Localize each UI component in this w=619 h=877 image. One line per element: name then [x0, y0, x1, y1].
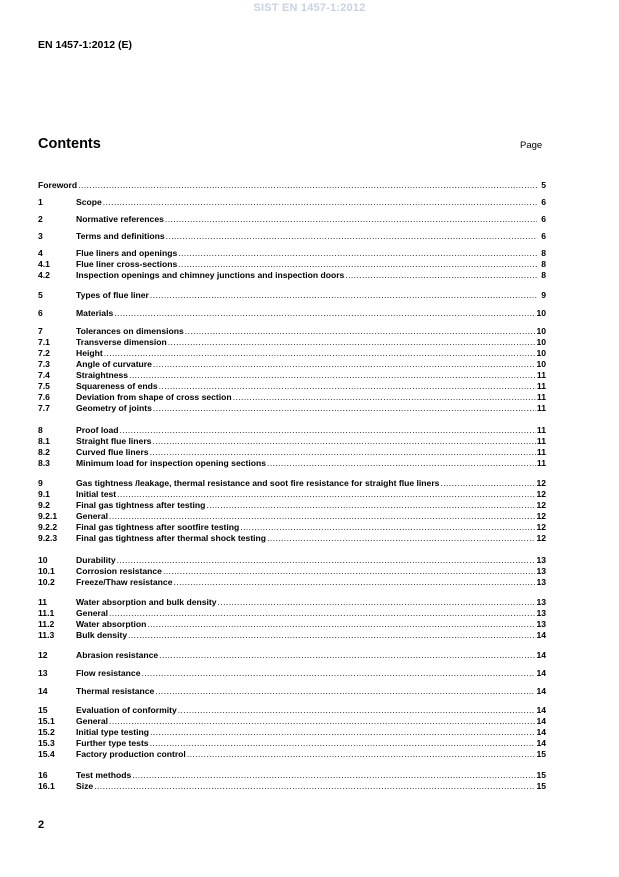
toc-entry[interactable] — [38, 555, 546, 566]
toc-entry-title: Final gas tightness after sootfire testing — [76, 522, 240, 532]
toc-leader-dots — [187, 749, 536, 760]
toc-entry-title: Abrasion resistance — [76, 650, 159, 660]
toc-entry[interactable] — [38, 781, 546, 792]
toc-entry-number: 13 — [38, 668, 48, 678]
toc-leader-dots — [78, 180, 537, 191]
toc-entry-page: 14 — [536, 630, 546, 640]
toc-entry-page: 13 — [536, 608, 546, 618]
toc-entry-title: Types of flue liner — [76, 290, 149, 300]
toc-entry-title: Height — [76, 348, 103, 358]
toc-entry-page: 15 — [536, 749, 546, 759]
toc-leader-dots — [132, 770, 535, 781]
toc-entry-number: 15.2 — [38, 727, 55, 737]
toc-entry-title: Further type tests — [76, 738, 149, 748]
toc-entry-title: Freeze/Thaw resistance — [76, 577, 173, 587]
toc-entry[interactable] — [38, 705, 546, 716]
toc-leader-dots — [155, 686, 535, 697]
toc-entry-number: 4 — [38, 248, 43, 258]
toc-entry[interactable] — [38, 458, 546, 469]
toc-leader-dots — [120, 425, 536, 436]
toc-entry-title: Gas tightness /leakage, thermal resistance and soot fire resistance for straight flue liners — [76, 478, 440, 488]
contents-title: Contents — [38, 136, 101, 152]
toc-entry[interactable] — [38, 231, 546, 242]
toc-entry-page: 8 — [541, 270, 546, 280]
toc-entry-title: Flue liner cross-sections — [76, 259, 178, 269]
toc-entry[interactable] — [38, 619, 546, 630]
toc-entry-page: 12 — [536, 489, 546, 499]
toc-entry[interactable] — [38, 381, 546, 392]
toc-entry-page: 5 — [541, 180, 546, 190]
toc-entry-title: Tolerances on dimensions — [76, 326, 184, 336]
toc-entry-page: 11 — [536, 425, 546, 435]
toc-entry[interactable] — [38, 500, 546, 511]
toc-entry-number: 9 — [38, 478, 43, 488]
toc-entry[interactable] — [38, 436, 546, 447]
toc-entry[interactable] — [38, 359, 546, 370]
toc-entry[interactable] — [38, 577, 546, 588]
watermark: SIST EN 1457-1:2012 — [253, 2, 366, 14]
toc-entry-page: 13 — [536, 619, 546, 629]
toc-entry[interactable] — [38, 290, 546, 301]
toc-entry-number: 4.2 — [38, 270, 50, 280]
toc-entry-number: 12 — [38, 650, 48, 660]
toc-leader-dots — [147, 619, 535, 630]
toc-entry-number: 8.3 — [38, 458, 50, 468]
toc-entry-title: Squareness of ends — [76, 381, 158, 391]
toc-leader-dots — [150, 727, 535, 738]
toc-leader-dots — [109, 511, 535, 522]
toc-entry-page: 8 — [541, 259, 546, 269]
toc-entry[interactable] — [38, 447, 546, 458]
toc-entry[interactable] — [38, 180, 546, 191]
toc-entry-title: Foreword — [38, 180, 78, 190]
toc-entry-page: 15 — [536, 770, 546, 780]
toc-leader-dots — [94, 781, 535, 792]
toc-entry[interactable] — [38, 770, 546, 781]
toc-leader-dots — [174, 577, 536, 588]
toc-entry-number: 11.3 — [38, 630, 55, 640]
toc-entry-number: 11.2 — [38, 619, 55, 629]
toc-entry-page: 14 — [536, 668, 546, 678]
toc-leader-dots — [440, 478, 535, 489]
toc-leader-dots — [117, 489, 535, 500]
toc-entry-title: Proof load — [76, 425, 119, 435]
toc-entry-number: 7.6 — [38, 392, 50, 402]
toc-entry-title: Corrosion resistance — [76, 566, 162, 576]
toc-entry-title: Test methods — [76, 770, 132, 780]
toc-entry-number: 3 — [38, 231, 43, 241]
toc-entry-number: 15.1 — [38, 716, 55, 726]
toc-leader-dots — [152, 436, 535, 447]
toc-entry[interactable] — [38, 686, 546, 697]
toc-entry-title: General — [76, 511, 109, 521]
toc-entry[interactable] — [38, 308, 546, 319]
toc-leader-dots — [267, 458, 536, 469]
toc-entry-title: Normative references — [76, 214, 164, 224]
toc-entry-page: 14 — [536, 738, 546, 748]
toc-entry[interactable] — [38, 668, 546, 679]
toc-entry[interactable] — [38, 727, 546, 738]
toc-entry[interactable] — [38, 425, 546, 436]
toc-entry[interactable] — [38, 566, 546, 577]
toc-entry-number: 8 — [38, 425, 43, 435]
toc-entry-title: Transverse dimension — [76, 337, 167, 347]
page-number: 2 — [38, 819, 45, 831]
toc-entry-page: 10 — [536, 337, 546, 347]
toc-entry-number: 7.1 — [38, 337, 50, 347]
toc-entry-title: Durability — [76, 555, 116, 565]
toc-entry-page: 12 — [536, 511, 546, 521]
toc-entry-title: Straight flue liners — [76, 436, 152, 446]
toc-entry-title: Deviation from shape of cross section — [76, 392, 232, 402]
toc-entry-title: Terms and definitions — [76, 231, 165, 241]
toc-entry-number: 6 — [38, 308, 43, 318]
toc-entry-page: 11 — [536, 381, 546, 391]
toc-entry-page: 11 — [536, 403, 546, 413]
toc-entry-title: Scope — [76, 197, 102, 207]
toc-entry-page: 12 — [536, 533, 546, 543]
toc-entry-page: 10 — [536, 326, 546, 336]
toc-leader-dots — [153, 403, 536, 414]
toc-entry-page: 13 — [536, 577, 546, 587]
toc-entry-number: 10.2 — [38, 577, 55, 587]
toc-entry-title: Geometry of joints — [76, 403, 152, 413]
toc-entry-title: Flue liners and openings — [76, 248, 178, 258]
toc-entry-number: 14 — [38, 686, 48, 696]
toc-leader-dots — [267, 533, 535, 544]
toc-leader-dots — [165, 214, 537, 225]
toc-entry-page: 14 — [536, 727, 546, 737]
toc-entry-number: 11.1 — [38, 608, 55, 618]
toc-leader-dots — [233, 392, 536, 403]
toc-entry[interactable] — [38, 738, 546, 749]
toc-leader-dots — [103, 197, 537, 208]
toc-entry-title: Water absorption — [76, 619, 147, 629]
toc-entry-number: 7.4 — [38, 370, 50, 380]
toc-entry-title: Bulk density — [76, 630, 128, 640]
toc-entry-number: 8.2 — [38, 447, 50, 457]
toc-leader-dots — [178, 259, 537, 270]
toc-entry-page: 6 — [541, 214, 546, 224]
toc-leader-dots — [114, 308, 535, 319]
toc-entry-title: Size — [76, 781, 94, 791]
toc-entry[interactable] — [38, 650, 546, 661]
toc-entry-page: 9 — [541, 290, 546, 300]
toc-entry-page: 11 — [536, 436, 546, 446]
toc-entry-page: 12 — [536, 500, 546, 510]
toc-entry-page: 11 — [536, 458, 546, 468]
toc-entry-number: 7.5 — [38, 381, 50, 391]
toc-entry[interactable] — [38, 511, 546, 522]
toc-entry-page: 10 — [536, 348, 546, 358]
standard-id: EN 1457-1:2012 (E) — [38, 39, 132, 51]
toc-entry-number: 7.3 — [38, 359, 50, 369]
toc-entry-number: 1 — [38, 197, 43, 207]
toc-leader-dots — [128, 630, 535, 641]
toc-entry-title: Straightness — [76, 370, 129, 380]
toc-entry-title: Initial type testing — [76, 727, 150, 737]
toc-entry[interactable] — [38, 270, 546, 281]
toc-entry-title: General — [76, 608, 109, 618]
toc-entry[interactable] — [38, 326, 546, 337]
toc-entry[interactable] — [38, 478, 546, 489]
toc-entry-title: Curved flue liners — [76, 447, 149, 457]
toc-entry[interactable] — [38, 533, 546, 544]
toc-entry-page: 6 — [541, 197, 546, 207]
toc-entry-page: 10 — [536, 359, 546, 369]
toc-entry-number: 10 — [38, 555, 48, 565]
toc-leader-dots — [185, 326, 536, 337]
toc-leader-dots — [150, 738, 536, 749]
toc-entry-number: 7 — [38, 326, 43, 336]
toc-entry-page: 14 — [536, 705, 546, 715]
toc-entry-page: 14 — [536, 650, 546, 660]
toc-entry-page: 14 — [536, 716, 546, 726]
toc-entry-number: 15.3 — [38, 738, 55, 748]
toc-entry-number: 2 — [38, 214, 43, 224]
toc-entry-page: 12 — [536, 522, 546, 532]
toc-leader-dots — [141, 668, 535, 679]
toc-entry-page: 6 — [541, 231, 546, 241]
toc-entry[interactable] — [38, 749, 546, 760]
toc-leader-dots — [345, 270, 537, 281]
toc-entry-number: 10.1 — [38, 566, 55, 576]
toc-entry[interactable] — [38, 214, 546, 225]
toc-entry-page: 13 — [536, 597, 546, 607]
toc-entry[interactable] — [38, 716, 546, 727]
toc-entry-page: 15 — [536, 781, 546, 791]
toc-entry-number: 9.1 — [38, 489, 50, 499]
toc-entry-number: 7.2 — [38, 348, 50, 358]
toc-entry-page: 12 — [536, 478, 546, 488]
toc-entry-number: 11 — [38, 597, 48, 607]
toc-leader-dots — [109, 716, 535, 727]
toc-entry-page: 13 — [536, 566, 546, 576]
toc-leader-dots — [178, 248, 537, 259]
toc-leader-dots — [218, 597, 536, 608]
toc-entry-number: 9.2.1 — [38, 511, 58, 521]
toc-entry[interactable] — [38, 197, 546, 208]
toc-leader-dots — [150, 290, 537, 301]
toc-leader-dots — [153, 359, 536, 370]
toc-entry-title: Flow resistance — [76, 668, 141, 678]
toc-leader-dots — [129, 370, 536, 381]
toc-entry[interactable] — [38, 337, 546, 348]
toc-entry-page: 11 — [536, 370, 546, 380]
toc-entry[interactable] — [38, 392, 546, 403]
toc-entry[interactable] — [38, 489, 546, 500]
toc-entry-page: 8 — [541, 248, 546, 258]
toc-leader-dots — [168, 337, 536, 348]
toc-entry-number: 16 — [38, 770, 48, 780]
toc-entry[interactable] — [38, 597, 546, 608]
toc-leader-dots — [163, 566, 535, 577]
toc-entry-title: Thermal resistance — [76, 686, 155, 696]
toc-leader-dots — [206, 500, 535, 511]
toc-leader-dots — [109, 608, 535, 619]
toc-entry-title: Inspection openings and chimney junctions and inspection doors — [76, 270, 345, 280]
toc-entry[interactable] — [38, 348, 546, 359]
toc-entry-title: Final gas tightness after thermal shock testing — [76, 533, 267, 543]
toc-entry-number: 8.1 — [38, 436, 50, 446]
toc-entry-number: 9.2.2 — [38, 522, 58, 532]
toc-entry-page: 11 — [536, 447, 546, 457]
toc-entry[interactable] — [38, 248, 546, 259]
toc-entry[interactable] — [38, 370, 546, 381]
toc-entry-number: 9.2 — [38, 500, 50, 510]
toc-leader-dots — [159, 650, 535, 661]
toc-entry-title: Factory production control — [76, 749, 186, 759]
toc-entry-page: 10 — [536, 308, 546, 318]
toc-entry[interactable] — [38, 608, 546, 619]
toc-leader-dots — [178, 705, 536, 716]
toc-entry-title: Materials — [76, 308, 114, 318]
toc-entry-page: 14 — [536, 686, 546, 696]
toc-entry-number: 5 — [38, 290, 43, 300]
toc-leader-dots — [159, 381, 536, 392]
toc-entry-page: 13 — [536, 555, 546, 565]
toc-leader-dots — [104, 348, 536, 359]
toc-entry-title: Initial test — [76, 489, 117, 499]
toc-entry-number: 7.7 — [38, 403, 50, 413]
toc-entry-number: 15.4 — [38, 749, 55, 759]
toc-entry-title: Evaluation of conformity — [76, 705, 177, 715]
page-column-label: Page — [520, 140, 543, 151]
toc-entry-title: Angle of curvature — [76, 359, 152, 369]
toc-leader-dots — [117, 555, 536, 566]
toc-entry[interactable] — [38, 259, 546, 270]
toc-entry-page: 11 — [536, 392, 546, 402]
toc-entry[interactable] — [38, 403, 546, 414]
toc-entry[interactable] — [38, 630, 546, 641]
toc-entry[interactable] — [38, 522, 546, 533]
toc-entry-title: Final gas tightness after testing — [76, 500, 206, 510]
toc-entry-number: 4.1 — [38, 259, 50, 269]
toc-entry-title: Minimum load for inspection opening sections — [76, 458, 267, 468]
toc-leader-dots — [150, 447, 536, 458]
toc-entry-number: 9.2.3 — [38, 533, 58, 543]
toc-entry-title: General — [76, 716, 109, 726]
toc-leader-dots — [240, 522, 535, 533]
toc-entry-number: 15 — [38, 705, 48, 715]
toc-leader-dots — [166, 231, 537, 242]
toc-entry-title: Water absorption and bulk density — [76, 597, 217, 607]
toc-entry-number: 16.1 — [38, 781, 55, 791]
